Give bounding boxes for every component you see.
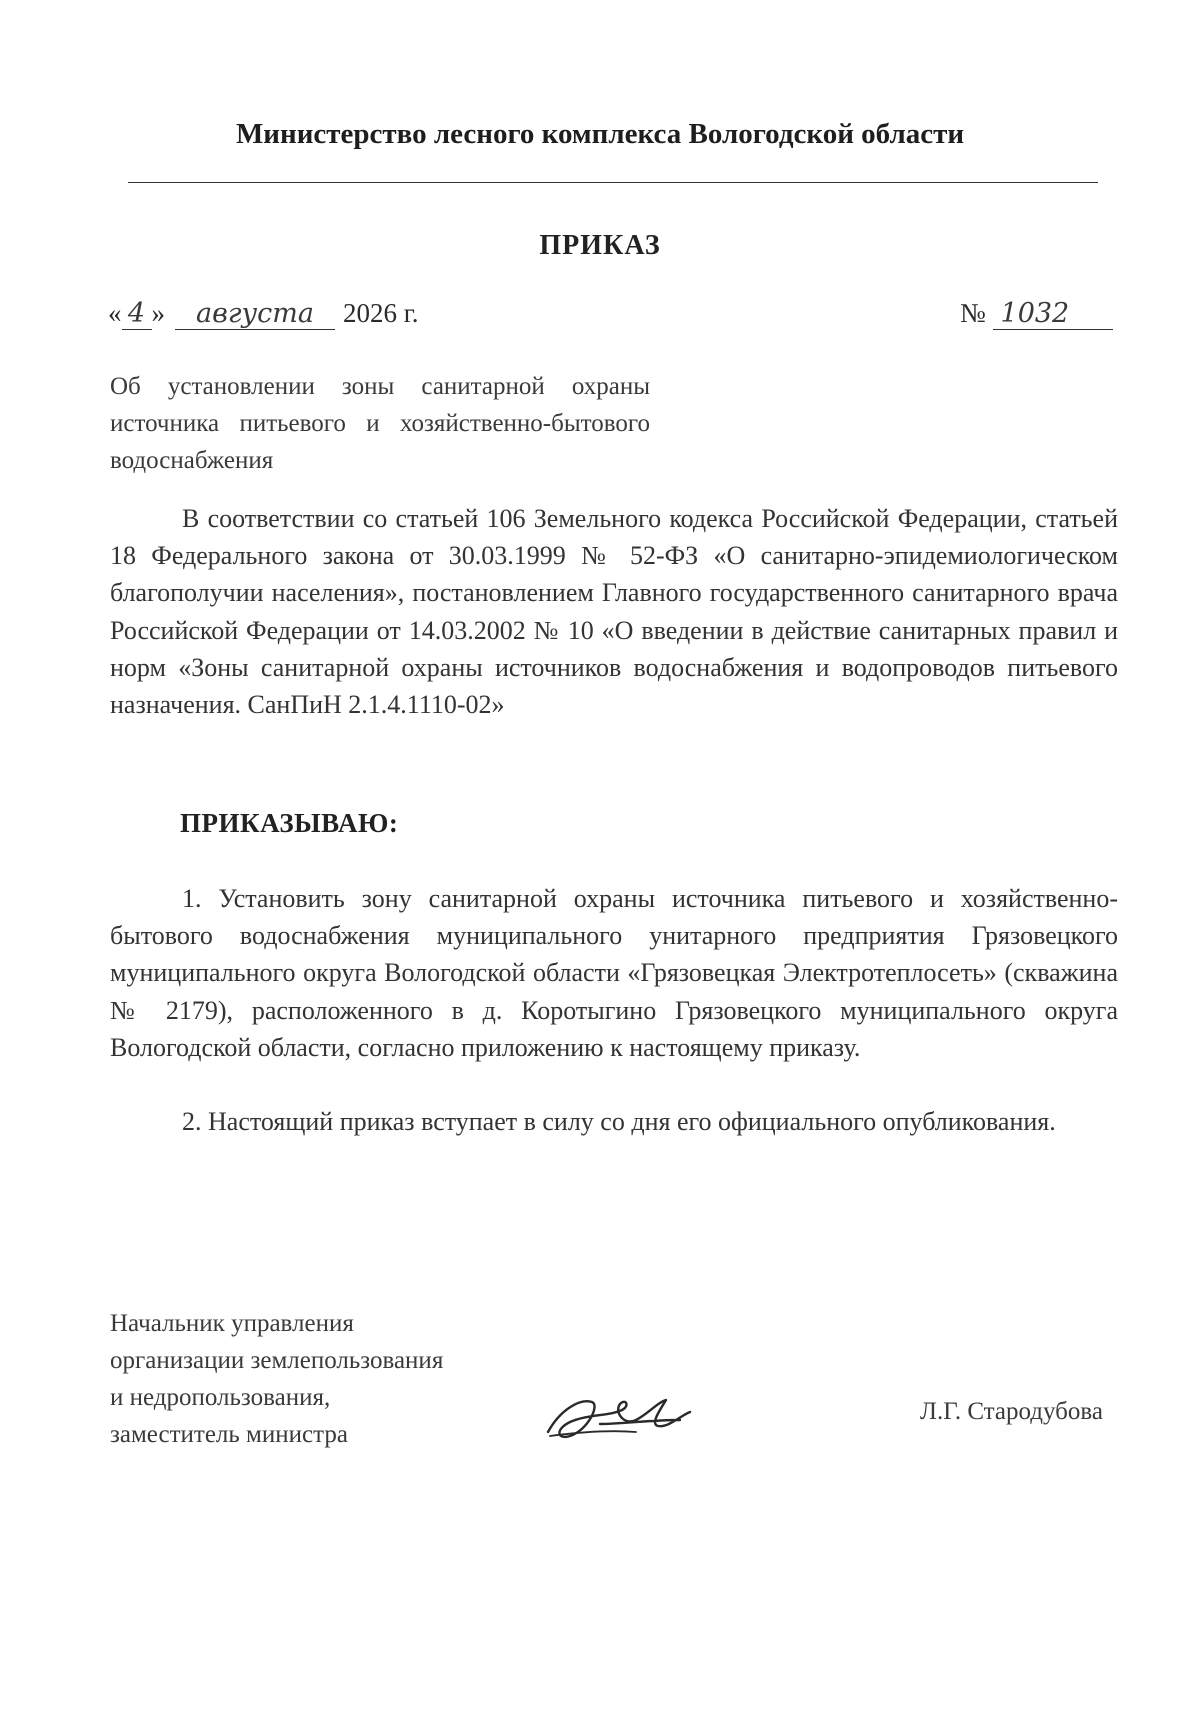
signer-position-line: и недропользования,: [110, 1384, 331, 1411]
number-prefix: №: [960, 298, 986, 328]
preamble-paragraph: В соответствии со статьей 106 Земельного кодекса Российской Федерации, статьей 18 Федерального закона от 30.03.1999 № 52-ФЗ «О санитарно-эпидемиологическом благополучии населения», постановлением Главного государственного санитарного врача Российской Федерации от 14.03.2002 № 10 «О введении в действие санитарных правил и норм «Зоны санитарной охраны источников водоснабжения и водопроводов питьевого назначения. СанПиН 2.1.4.1110-02»: [110, 504, 1118, 720]
order-heading: ПРИКАЗЫВАЮ:: [180, 808, 399, 838]
date-month: августа: [175, 298, 335, 330]
handwritten-signature: [540, 1380, 700, 1450]
order-date: [108, 298, 419, 330]
date-open-quote: «: [108, 298, 122, 328]
date-close-quote: »: [151, 298, 165, 328]
ministry-name: Министерство лесного комплекса Вологодской области: [235, 118, 965, 150]
number-value: 1032: [993, 298, 1113, 330]
signer-position-line: Начальник управления: [110, 1310, 354, 1337]
order-item-1: 1. Установить зону санитарной охраны источника питьевого и хозяйственно-бытового водоснабжения муниципального унитарного предприятия Грязовецкого муниципального округа Вологодской области «Грязовецкая Электротеплосеть» (скважина № 2179), расположенного в д. Коротыгино Грязовецкого муниципального округа Вологодской области, согласно приложению к настоящему приказу.: [110, 884, 1118, 1062]
signer-position-line: организации землепользования: [110, 1347, 444, 1374]
signer-position: [110, 1305, 443, 1453]
header-divider: [128, 182, 1098, 183]
order-subject: Об установлении зоны санитарной охраны источника питьевого и хозяйственно-бытового водоснабжения: [110, 373, 650, 474]
document-type-title: ПРИКАЗ: [539, 230, 661, 261]
signer-position-line: заместитель министра: [110, 1421, 348, 1448]
order-number: [960, 298, 1113, 330]
signer-name: Л.Г. Стародубова: [920, 1398, 1103, 1425]
date-year: 2026 г.: [343, 298, 419, 328]
date-day: 4: [122, 298, 152, 330]
order-item-2: 2. Настоящий приказ вступает в силу со дня его официального опубликования.: [182, 1107, 1056, 1136]
